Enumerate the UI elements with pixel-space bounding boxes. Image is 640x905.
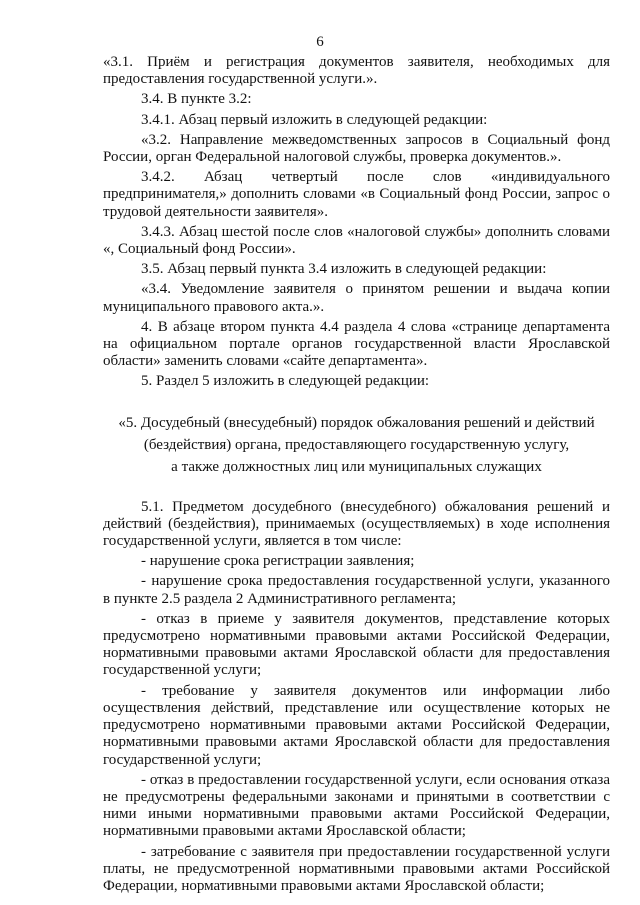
section-5-block [103, 499, 610, 895]
paragraph: 4. В абзаце втором пункта 4.4 раздела 4 слова «странице департамента на официальном портале органов государственной власти Ярославской области» заменить словами «сайте департамента». [103, 318, 610, 370]
section-title-line-2: (бездействия) органа, предоставляющего государственную услугу, [143, 436, 570, 453]
paragraph: - затребование с заявителя при предоставлении государственной услуги платы, не предусмотренной нормативными правовыми актами Российской Федерации, нормативными правовыми актами Ярославской области; [103, 843, 610, 894]
paragraph: - нарушение срока регистрации заявления; [141, 553, 415, 570]
paragraph: 5. Раздел 5 изложить в следующей редакции: [141, 373, 430, 390]
paragraph: 3.4.2. Абзац четвертый после слов «индивидуального предпринимателя,» дополнить словами «в Социальный фонд России, запрос о трудовой деятельности заявителя». [103, 169, 610, 220]
section-title-line-3: а также должностных лиц или муниципальных служащих [171, 458, 542, 475]
document-body [103, 54, 610, 895]
paragraph: 3.5. Абзац первый пункта 3.4 изложить в следующей редакции: [141, 261, 547, 278]
paragraph: «3.1. Приём и регистрация документов заявителя, необходимых для предоставления государственной услуги.». [103, 54, 610, 88]
paragraph: 3.4.3. Абзац шестой после слов «налоговой службы» дополнить словами «, Социальный фонд России». [103, 223, 610, 258]
page-number: 6 [316, 34, 324, 50]
paragraph: - отказ в приеме у заявителя документов, представление которых предусмотрено нормативными правовыми актами Российской Федерации, нормативными правовыми актами Ярославской области для предоставления государственной услуги; [103, 610, 610, 679]
paragraph: - требование у заявителя документов или информации либо осуществления действий, представление или осуществление которых не предусмотрено нормативными правовыми актами Российской Федерации, нормативными правовыми актами Ярославской области для предоставления государственной услуги; [103, 682, 610, 768]
paragraph: - нарушение срока предоставления государственной услуги, указанного в пункте 2.5 раздела 2 Административного регламента; [103, 573, 610, 607]
paragraph: 5.1. Предметом досудебного (внесудебного) обжалования решений и действий (бездействия), принимаемых (осуществляемых) в ходе исполнения государственной услуги, является в том числе: [103, 498, 610, 550]
paragraph: «3.2. Направление межведомственных запросов в Социальный фонд России, орган Федеральной налоговой службы, проверка документов.». [103, 131, 610, 166]
paragraph: «3.4. Уведомление заявителя о принятом решении и выдача копии муниципального правового акта.». [103, 281, 610, 315]
paragraph: 3.4. В пункте 3.2: [141, 91, 252, 108]
paragraph: - отказ в предоставлении государственной услуги, если основания отказа не предусмотрены федеральными законами и принятыми в соответствии с ними иными нормативными правовыми актами Российской Федерации, нормативными правовыми актами Ярославской области; [103, 771, 610, 840]
section-title [103, 412, 610, 478]
amendments-block [103, 54, 610, 391]
paragraph: 3.4.1. Абзац первый изложить в следующей редакции: [141, 111, 488, 128]
section-title-line-1: «5. Досудебный (внесудебный) порядок обжалования решений и действий [118, 414, 595, 431]
